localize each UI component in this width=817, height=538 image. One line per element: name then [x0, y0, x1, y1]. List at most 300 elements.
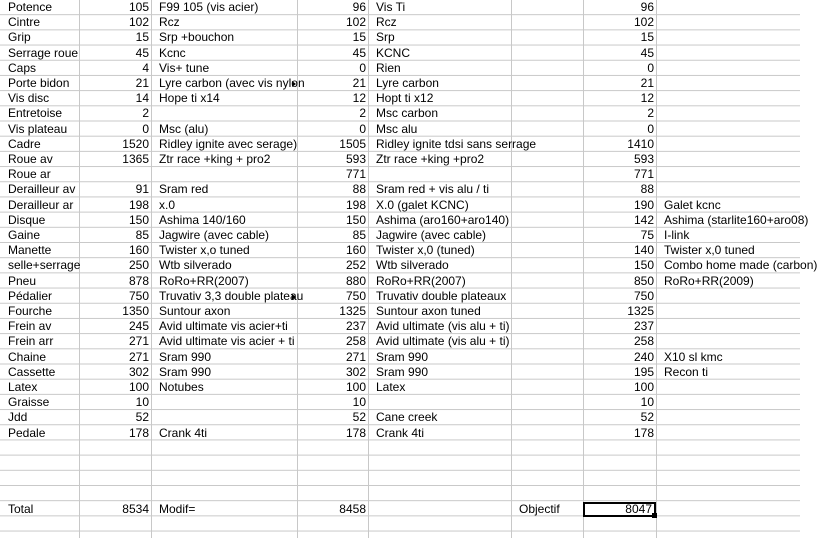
cell-r10-c6[interactable]: 593 [633, 152, 654, 166]
cell-r30-c1[interactable] [79, 456, 151, 471]
cell-r23-c6[interactable]: 240 [633, 349, 654, 364]
cell-r3-c1[interactable]: 45 [135, 45, 149, 60]
cell-r13-c3[interactable]: 198 [345, 197, 366, 212]
cell-r14-c3[interactable]: 150 [345, 212, 366, 227]
cell-r1-c4[interactable]: Rcz [376, 15, 397, 30]
cell-r33-c4[interactable] [368, 502, 511, 517]
cell-r1-c7[interactable] [656, 15, 800, 30]
cell-r31-c4[interactable] [368, 471, 511, 486]
cell-r19-c2[interactable]: Truvativ 3,3 double plateau [159, 288, 304, 303]
cell-r30-c6[interactable] [583, 456, 656, 471]
cell-r16-c3[interactable]: 160 [345, 243, 366, 258]
cell-r21-c0[interactable]: Frein av [8, 319, 52, 334]
cell-r18-c3[interactable]: 880 [345, 273, 366, 288]
cell-r22-c1[interactable]: 271 [128, 334, 149, 349]
cell-r22-c0[interactable]: Frein arr [8, 334, 54, 349]
cell-r25-c1[interactable]: 100 [128, 380, 149, 394]
cell-r31-c1[interactable] [79, 471, 151, 486]
cell-r33-c5[interactable]: Objectif [519, 501, 560, 516]
cell-r4-c7[interactable] [656, 61, 800, 76]
cell-r24-c3[interactable]: 302 [345, 364, 366, 379]
table-row [0, 289, 800, 304]
cell-r28-c0[interactable]: Pedale [8, 425, 46, 440]
cell-r5-c3[interactable]: 21 [352, 76, 366, 90]
cell-r19-c7[interactable] [656, 289, 800, 304]
cell-r8-c3[interactable]: 0 [359, 121, 366, 136]
cell-r0-c1[interactable]: 105 [128, 0, 149, 14]
cell-r4-c5[interactable] [511, 61, 583, 76]
cell-r12-c2[interactable]: Sram red [159, 182, 209, 197]
cell-r5-c2[interactable]: Lyre carbon (avec vis nylon [159, 76, 305, 90]
cell-r2-c1[interactable]: 15 [135, 30, 149, 45]
cell-r9-c7[interactable] [656, 137, 800, 152]
cell-r3-c0[interactable]: Serrage roue [8, 45, 79, 60]
cell-r6-c4[interactable]: Hopt ti x12 [376, 91, 434, 106]
cell-r13-c5[interactable] [511, 198, 583, 213]
cell-r29-c5[interactable] [511, 441, 583, 456]
cell-r9-c2[interactable]: Ridley ignite avec serage) [159, 136, 298, 151]
table-row [0, 243, 800, 258]
cell-r15-c0[interactable]: Gaine [8, 228, 41, 242]
cell-r27-c5[interactable] [511, 410, 583, 425]
cell-r34-c1[interactable] [79, 517, 151, 532]
cell-r3-c7[interactable] [656, 46, 800, 61]
cell-r13-c4[interactable]: X.0 (galet KCNC) [376, 197, 469, 212]
table-row [0, 167, 800, 182]
cell-r6-c5[interactable] [511, 91, 583, 106]
cell-r27-c0[interactable]: Jdd [8, 410, 28, 425]
cell-r29-c1[interactable] [79, 441, 151, 456]
cell-r20-c4[interactable]: Suntour axon tuned [376, 304, 481, 318]
cell-r6-c1[interactable]: 14 [135, 91, 149, 106]
cell-r16-c4[interactable]: Twister x,0 (tuned) [376, 243, 475, 258]
cell-r20-c3[interactable]: 1325 [339, 304, 366, 318]
cell-r15-c3[interactable]: 85 [352, 228, 366, 242]
cell-r29-c6[interactable] [583, 441, 656, 456]
cell-r21-c6[interactable]: 237 [633, 319, 654, 334]
cell-r20-c6[interactable]: 1325 [627, 304, 654, 318]
cell-r12-c0[interactable]: Derailleur av [8, 182, 76, 197]
cell-r18-c2[interactable]: RoRo+RR(2007) [159, 273, 249, 288]
cell-r14-c6[interactable]: 142 [633, 212, 654, 227]
cell-r20-c5[interactable] [511, 304, 583, 319]
cell-r23-c1[interactable]: 271 [128, 349, 149, 364]
cell-r25-c0[interactable]: Latex [8, 380, 38, 394]
cell-r32-c5[interactable] [511, 486, 583, 501]
table-row [0, 258, 817, 273]
cell-r6-c0[interactable]: Vis disc [8, 91, 50, 106]
cell-r19-c1[interactable]: 750 [128, 288, 149, 303]
cell-r21-c2[interactable]: Avid ultimate vis acier+ti [159, 319, 288, 334]
cell-r17-c1[interactable]: 250 [128, 258, 149, 273]
cell-r30-c7[interactable] [656, 456, 800, 471]
cell-r7-c7[interactable] [656, 106, 800, 121]
cell-r17-c0[interactable]: selle+serrage [8, 258, 81, 273]
cell-r15-c4[interactable]: Jagwire (avec cable) [376, 228, 487, 242]
cell-r26-c7[interactable] [656, 395, 800, 410]
cell-r22-c7[interactable] [656, 334, 800, 349]
cell-r24-c6[interactable]: 195 [633, 364, 654, 379]
cell-r27-c2[interactable] [151, 410, 297, 425]
cell-r2-c0[interactable]: Grip [8, 30, 31, 45]
cell-r1-c6[interactable]: 102 [633, 15, 654, 30]
cell-r17-c3[interactable]: 252 [345, 258, 366, 273]
cell-r2-c3[interactable]: 15 [352, 30, 366, 45]
cell-r21-c1[interactable]: 245 [128, 319, 149, 334]
cell-r28-c4[interactable]: Crank 4ti [376, 425, 425, 440]
cell-r3-c3[interactable]: 45 [352, 45, 366, 60]
cell-r18-c7[interactable]: RoRo+RR(2009) [664, 273, 754, 288]
cell-r4-c1[interactable]: 4 [142, 60, 149, 75]
cell-r12-c5[interactable] [511, 182, 583, 197]
cell-r14-c1[interactable]: 150 [128, 212, 149, 227]
cell-r1-c0[interactable]: Cintre [8, 15, 41, 30]
cell-r32-c4[interactable] [368, 486, 511, 501]
cell-r24-c2[interactable]: Sram 990 [159, 364, 212, 379]
cell-r32-c6[interactable] [583, 486, 656, 501]
cell-r12-c7[interactable] [656, 182, 800, 197]
cell-r13-c7[interactable]: Galet kcnc [664, 197, 721, 212]
cell-r11-c3[interactable]: 771 [345, 167, 366, 182]
cell-r26-c6[interactable]: 10 [640, 395, 654, 410]
cell-r34-c5[interactable] [511, 517, 583, 532]
cell-r14-c0[interactable]: Disque [8, 212, 46, 227]
cell-r9-c5[interactable] [511, 137, 583, 152]
cell-r10-c0[interactable]: Roue av [8, 152, 53, 166]
cell-r26-c5[interactable] [511, 395, 583, 410]
cell-r18-c5[interactable] [511, 274, 583, 289]
table-row [0, 137, 800, 152]
cell-r30-c5[interactable] [511, 456, 583, 471]
cell-r22-c3[interactable]: 258 [345, 334, 366, 349]
cell-r29-c7[interactable] [656, 441, 800, 456]
cell-r16-c6[interactable]: 140 [633, 243, 654, 258]
cell-r6-c3[interactable]: 12 [352, 91, 366, 106]
cell-r15-c2[interactable]: Jagwire (avec cable) [159, 228, 270, 242]
cell-r2-c4[interactable]: Srp [376, 30, 395, 45]
cell-r1-c2[interactable]: Rcz [159, 15, 180, 30]
cell-r31-c2[interactable] [151, 471, 297, 486]
table-row [0, 212, 809, 228]
cell-r29-c4[interactable] [368, 441, 511, 456]
cell-r10-c5[interactable] [511, 152, 583, 167]
cell-r14-c4[interactable]: Ashima (aro160+aro140) [376, 212, 510, 227]
cell-r14-c5[interactable] [511, 213, 583, 228]
cell-r5-c1[interactable]: 21 [135, 76, 149, 90]
cell-r2-c7[interactable] [656, 30, 800, 45]
cell-r13-c2[interactable]: x.0 [159, 197, 176, 212]
cell-r18-c1[interactable]: 878 [128, 273, 149, 288]
cell-r22-c2[interactable]: Avid ultimate vis acier + ti [159, 334, 295, 349]
cell-r13-c1[interactable]: 198 [128, 197, 149, 212]
cell-r19-c3[interactable]: 750 [345, 288, 366, 303]
cell-r14-c2[interactable]: Ashima 140/160 [159, 212, 246, 227]
cell-r26-c2[interactable] [151, 395, 297, 410]
cell-r9-c1[interactable]: 1520 [122, 136, 149, 151]
cell-r21-c4[interactable]: Avid ultimate (vis alu + ti) [376, 319, 510, 334]
cell-r27-c3[interactable]: 52 [352, 410, 366, 425]
cell-r28-c1[interactable]: 178 [128, 425, 149, 440]
cell-r34-c0[interactable] [0, 517, 79, 532]
table-row [0, 30, 800, 45]
cell-r10-c3[interactable]: 593 [345, 152, 366, 166]
cell-r21-c5[interactable] [511, 319, 583, 334]
cell-r26-c4[interactable] [368, 395, 511, 410]
cell-r32-c1[interactable] [79, 486, 151, 501]
cell-r6-c7[interactable] [656, 91, 800, 106]
cell-r30-c4[interactable] [368, 456, 511, 471]
table-row [0, 106, 800, 121]
cell-r31-c0[interactable] [0, 471, 79, 486]
cell-r33-c3[interactable]: 8458 [339, 501, 366, 516]
cell-r18-c0[interactable]: Pneu [8, 273, 37, 288]
cell-r31-c3[interactable] [297, 471, 368, 486]
cell-r25-c6[interactable]: 100 [633, 380, 654, 394]
cell-r4-c2[interactable]: Vis+ tune [159, 60, 210, 75]
cell-r25-c3[interactable]: 100 [345, 380, 366, 394]
cell-r2-c6[interactable]: 15 [640, 30, 654, 45]
cell-r30-c0[interactable] [0, 456, 79, 471]
cell-r11-c7[interactable] [656, 167, 800, 182]
cell-r26-c3[interactable]: 10 [352, 395, 366, 410]
cell-r15-c1[interactable]: 85 [135, 228, 149, 242]
cell-r8-c0[interactable]: Vis plateau [8, 121, 68, 136]
cell-r0-c0[interactable]: Potence [8, 0, 53, 14]
cell-r33-c6[interactable]: 8047 [583, 502, 656, 517]
cell-r3-c2[interactable]: Kcnc [159, 45, 186, 60]
cell-r3-c4[interactable]: KCNC [376, 45, 411, 60]
cell-r16-c0[interactable]: Manette [8, 243, 52, 258]
cell-r23-c0[interactable]: Chaine [8, 349, 47, 364]
cell-r16-c7[interactable]: Twister x,0 tuned [664, 243, 755, 258]
cell-r4-c0[interactable]: Caps [8, 60, 37, 75]
cell-r34-c2[interactable] [151, 517, 297, 532]
cell-r5-c0[interactable]: Porte bidon [8, 76, 70, 90]
cell-r4-c4[interactable]: Rien [376, 60, 401, 75]
cell-r26-c1[interactable]: 10 [135, 395, 149, 410]
cell-r33-c2[interactable]: Modif= [159, 501, 196, 516]
cell-r18-c4[interactable]: RoRo+RR(2007) [376, 273, 466, 288]
cell-r10-c7[interactable] [656, 152, 800, 167]
cell-r11-c2[interactable] [151, 167, 297, 182]
cell-r9-c6[interactable]: 1410 [627, 136, 654, 151]
cell-r30-c3[interactable] [297, 456, 368, 471]
cell-r17-c4[interactable]: Wtb silverado [376, 258, 449, 273]
cell-r32-c3[interactable] [297, 486, 368, 501]
cell-r19-c5[interactable] [511, 289, 583, 304]
cell-r20-c0[interactable]: Fourche [8, 304, 53, 318]
cell-r32-c7[interactable] [656, 486, 800, 501]
table-row [0, 198, 800, 213]
cell-r23-c7[interactable]: X10 sl kmc [664, 349, 723, 364]
cell-r8-c4[interactable]: Msc alu [376, 121, 418, 136]
cell-r28-c5[interactable] [511, 426, 583, 441]
cell-r15-c6[interactable]: 75 [640, 228, 654, 242]
cell-r22-c6[interactable]: 258 [633, 334, 654, 349]
cell-r15-c5[interactable] [511, 228, 583, 243]
cell-r24-c1[interactable]: 302 [128, 364, 149, 379]
cell-r7-c3[interactable]: 2 [359, 106, 366, 121]
cell-r4-c6[interactable]: 0 [647, 60, 654, 75]
cell-r10-c2[interactable]: Ztr race +king + pro2 [159, 152, 271, 166]
table-row [0, 0, 800, 15]
cell-r8-c1[interactable]: 0 [142, 121, 149, 136]
cell-r2-c5[interactable] [511, 30, 583, 45]
cell-r5-c4[interactable]: Lyre carbon [376, 76, 439, 90]
cell-r7-c1[interactable]: 2 [142, 106, 149, 121]
cell-r25-c4[interactable]: Latex [376, 380, 406, 394]
cell-r26-c0[interactable]: Graisse [8, 395, 50, 410]
cell-r19-c6[interactable]: 750 [633, 288, 654, 303]
cell-r7-c0[interactable]: Entretoise [8, 106, 63, 121]
cell-r9-c0[interactable]: Cadre [8, 136, 41, 151]
cell-r11-c5[interactable] [511, 167, 583, 182]
cell-r16-c1[interactable]: 160 [128, 243, 149, 258]
cell-r17-c6[interactable]: 150 [633, 258, 654, 273]
cell-r12-c1[interactable]: 91 [135, 182, 149, 197]
cell-r17-c7[interactable]: Combo home made (carbon) [664, 258, 817, 273]
cell-r20-c7[interactable] [656, 304, 800, 319]
cell-r7-c4[interactable]: Msc carbon [376, 106, 439, 121]
cell-r24-c0[interactable]: Cassette [8, 364, 56, 379]
table-row [0, 350, 800, 365]
cell-r0-c6[interactable]: 96 [640, 0, 654, 14]
cell-r16-c5[interactable] [511, 243, 583, 258]
cell-r27-c1[interactable]: 52 [135, 410, 149, 425]
cell-r9-c3[interactable]: 1505 [339, 136, 366, 151]
cell-r17-c2[interactable]: Wtb silverado [159, 258, 232, 273]
cell-r0-c2[interactable]: F99 105 (vis acier) [159, 0, 259, 14]
cell-r29-c3[interactable] [297, 441, 368, 456]
cell-r32-c2[interactable] [151, 486, 297, 501]
cell-r1-c1[interactable]: 102 [128, 15, 149, 30]
cell-r4-c3[interactable]: 0 [359, 60, 366, 75]
cell-r12-c4[interactable]: Sram red + vis alu / ti [376, 182, 490, 197]
cell-r24-c5[interactable] [511, 365, 583, 380]
cell-r32-c0[interactable] [0, 486, 79, 501]
cell-r22-c5[interactable] [511, 334, 583, 349]
cell-r1-c5[interactable] [511, 15, 583, 30]
cell-r10-c1[interactable]: 1365 [122, 152, 149, 166]
cell-r34-c3[interactable] [297, 517, 368, 532]
cell-r13-c6[interactable]: 190 [633, 197, 654, 212]
cell-r27-c7[interactable] [656, 410, 800, 425]
cell-r5-c7[interactable] [656, 76, 800, 91]
cell-r11-c6[interactable]: 771 [633, 167, 654, 182]
cell-r28-c3[interactable]: 178 [345, 425, 366, 440]
cell-r9-c4[interactable]: Ridley ignite tdsi sans serrage [376, 136, 537, 151]
cell-r28-c6[interactable]: 178 [633, 425, 654, 440]
cell-r21-c7[interactable] [656, 319, 800, 334]
cell-r5-c5[interactable] [511, 76, 583, 91]
cell-r20-c1[interactable]: 1350 [122, 304, 149, 318]
cell-r7-c2[interactable] [151, 106, 297, 121]
cell-r33-c7[interactable] [656, 502, 800, 517]
cell-r27-c6[interactable]: 52 [640, 410, 654, 425]
cell-r8-c5[interactable] [511, 122, 583, 137]
cell-r0-c5[interactable] [511, 0, 583, 15]
cell-r11-c0[interactable]: Roue ar [8, 167, 51, 182]
cell-r13-c0[interactable]: Derailleur ar [8, 197, 74, 212]
cell-r17-c5[interactable] [511, 258, 583, 273]
cell-r27-c4[interactable]: Cane creek [376, 410, 438, 425]
cell-r25-c5[interactable] [511, 380, 583, 395]
cell-r12-c6[interactable]: 88 [640, 182, 654, 197]
table-row [0, 410, 800, 425]
cell-r8-c7[interactable] [656, 122, 800, 137]
cell-r23-c5[interactable] [511, 350, 583, 365]
cell-r15-c7[interactable]: I-link [664, 228, 690, 242]
cell-r31-c7[interactable] [656, 471, 800, 486]
cell-r14-c7[interactable]: Ashima (starlite160+aro08) [664, 212, 809, 227]
cell-r18-c6[interactable]: 850 [633, 273, 654, 288]
cell-r20-c2[interactable]: Suntour axon [159, 304, 231, 318]
cell-r24-c4[interactable]: Sram 990 [376, 364, 429, 379]
cell-r0-c7[interactable] [656, 0, 800, 15]
cell-r8-c2[interactable]: Msc (alu) [159, 121, 209, 136]
cell-r5-c6[interactable]: 21 [640, 76, 654, 90]
cell-r28-c7[interactable] [656, 426, 800, 441]
table-row [0, 122, 800, 137]
cell-r24-c7[interactable]: Recon ti [664, 364, 709, 379]
table-row [0, 228, 800, 243]
cell-r31-c6[interactable] [583, 471, 656, 486]
cell-r31-c5[interactable] [511, 471, 583, 486]
cell-r23-c3[interactable]: 271 [345, 349, 366, 364]
cell-r11-c1[interactable] [79, 167, 151, 182]
cell-r6-c6[interactable]: 12 [640, 91, 654, 106]
cell-r25-c7[interactable] [656, 380, 800, 395]
table-row [0, 304, 800, 319]
cell-r6-c2[interactable]: Hope ti x14 [159, 91, 220, 106]
cell-r30-c2[interactable] [151, 456, 297, 471]
cell-r33-c0[interactable]: Total [8, 501, 34, 516]
cell-r7-c5[interactable] [511, 106, 583, 121]
cell-r28-c2[interactable]: Crank 4ti [159, 425, 208, 440]
cell-r7-c6[interactable]: 2 [647, 106, 654, 121]
cell-r23-c2[interactable]: Sram 990 [159, 349, 212, 364]
cell-r34-c6[interactable] [583, 517, 656, 532]
cell-r22-c4[interactable]: Avid ultimate (vis alu + ti) [376, 334, 510, 349]
cell-r16-c2[interactable]: Twister x,o tuned [159, 243, 250, 258]
cell-r2-c2[interactable]: Srp +bouchon [159, 30, 235, 45]
cell-r25-c2[interactable]: Notubes [159, 380, 204, 394]
cell-r1-c3[interactable]: 102 [345, 15, 366, 30]
cell-r8-c6[interactable]: 0 [647, 121, 654, 136]
table-row [0, 152, 800, 167]
cell-r34-c7[interactable] [656, 517, 800, 532]
cell-r19-c4[interactable]: Truvativ double plateaux [376, 288, 507, 303]
overflow-arrow-icon [292, 81, 296, 87]
cell-r10-c4[interactable]: Ztr race +king +pro2 [376, 152, 485, 166]
cell-r23-c4[interactable]: Sram 990 [376, 349, 429, 364]
cell-r29-c0[interactable] [0, 441, 79, 456]
cell-r3-c6[interactable]: 45 [640, 45, 654, 60]
cell-r0-c3[interactable]: 96 [352, 0, 366, 14]
cell-r21-c3[interactable]: 237 [345, 319, 366, 334]
table-row [0, 274, 800, 289]
cell-r19-c0[interactable]: Pédalier [8, 288, 53, 303]
cell-r29-c2[interactable] [151, 441, 297, 456]
cell-r12-c3[interactable]: 88 [352, 182, 366, 197]
cell-r33-c1[interactable]: 8534 [122, 501, 149, 516]
table-row [0, 15, 800, 30]
cell-r0-c4[interactable]: Vis Ti [376, 0, 406, 14]
cell-r3-c5[interactable] [511, 46, 583, 61]
table-row [0, 76, 800, 91]
cell-r11-c4[interactable] [368, 167, 511, 182]
cell-r34-c4[interactable] [368, 517, 511, 532]
